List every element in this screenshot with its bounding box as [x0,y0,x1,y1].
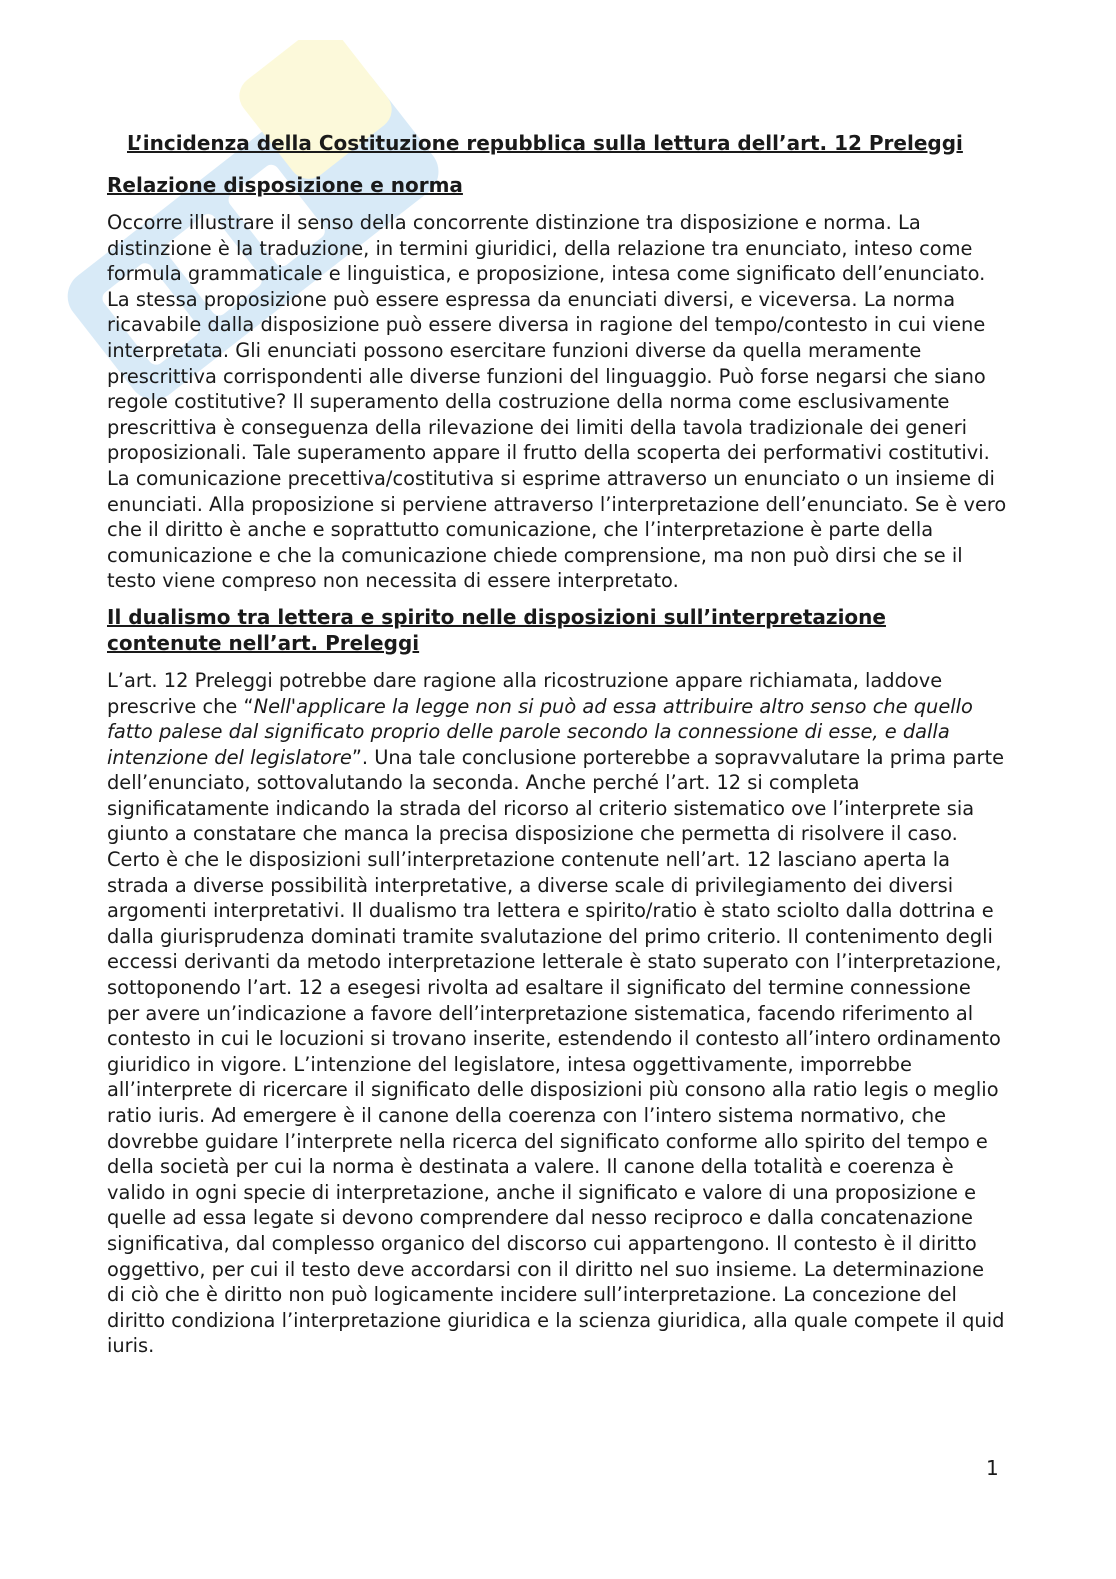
page-number: 1 [986,1456,999,1480]
section-paragraph-dualismo [107,668,1007,1359]
paragraph-rest-text: ”. Una tale conclusione porterebbe a sopravvalutare la prima parte dell’enunciato, sottovalutando la seconda. Anche perché l’art. 12 si completa significatamente indicando la strada del ricorso al criterio sistematico ove l’interprete sia giunto a constatare che manca la precisa disposizione che permetta di risolvere il caso. Certo è che le disposizioni sull’interpretazione contenute nell’art. 12 lasciano aperta la strada a diverse possibilità interpretative, a diverse scale di privilegiamento dei diversi argomenti interpretativi. Il dualismo tra lettera e spirito/ratio è stato sciolto dalla dottrina e dalla giurisprudenza dominati tramite svalutazione del primo criterio. Il contenimento degli eccessi derivanti da metodo interpretazione letterale è stato superato con l’interpretazione, sottoponendo l’art. 12 a esegesi rivolta ad esaltare il significato del termine connessione per avere un’indicazione a favore dell’interpretazione sistematica, facendo riferimento al contesto in cui le locuzioni si trovano inserite, estendendo il contesto all’intero ordinamento giuridico in vigore. L’intenzione del legislatore, intesa oggettivamente, imporrebbe all’interprete di ricercare il significato delle disposizioni più consono alla ratio legis o meglio ratio iuris. Ad emergere è il canone della coerenza con l’intero sistema normativo, che dovrebbe guidare l’interprete nella ricerca del significato conforme allo spirito del tempo e della società per cui la norma è destinata a valere. Il canone della totalità e coerenza è valido in ogni specie di interpretazione, anche il significato e valore di una proposizione e quelle ad essa legate si devono comprendere dal nesso reciproco e dalla concatenazione significativa, dal complesso organico del discorso cui appartengono. Il contesto è il diritto oggettivo, per cui il testo deve accordarsi con il diritto nel suo insieme. La determinazione di ciò che è diritto non può logicamente incidere sull’interpretazione. La concezione del diritto condiziona l’interpretazione giuridica e la scienza giuridica, alla quale compete il quid iuris. [107,745,1005,1358]
document-page [107,128,1007,1369]
art12-quote: Nell'applicare la legge non si può ad essa attribuire altro senso che quello fatto palese dal significato proprio delle parole secondo la connessione di esse, e dalla intenzione del legislatore [107,694,973,769]
paragraph-intro-text: L’art. 12 Preleggi potrebbe dare ragione alla ricostruzione appare richiamata, laddove prescrive che “ [107,668,943,718]
section-heading-relazione: Relazione disposizione e norma [107,173,463,197]
section-heading-dualismo: Il dualismo tra lettera e spirito nelle disposizioni sull’interpretazione contenute nell’art. Preleggi [107,604,886,655]
section-paragraph-relazione: Occorre illustrare il senso della concorrente distinzione tra disposizione e norma. La distinzione è la traduzione, in termini giuridici, della relazione tra enunciato, inteso come formula grammaticale e linguistica, e proposizione, intesa come significato dell’enunciato. La stessa proposizione può essere espressa da enunciati diversi, e viceversa. La norma ricavabile dalla disposizione può essere diversa in ragione del tempo/contesto in cui viene interpretata. Gli enunciati possono esercitare funzioni diverse da quella meramente prescrittiva corrispondenti alle diverse funzioni del linguaggio. Può forse negarsi che siano regole costitutive? Il superamento della costruzione della norma come esclusivamente prescrittiva è conseguenza della rilevazione dei limiti della tavola tradizionale dei generi proposizionali. Tale superamento appare il frutto della scoperta dei performativi costitutivi. La comunicazione precettiva/costitutiva si esprime attraverso un enunciato o un insieme di enunciati. Alla proposizione si perviene attraverso l’interpretazione dell’enunciato. Se è vero che il diritto è anche e soprattutto comunicazione, che l’interpretazione è parte della comunicazione e che la comunicazione chiede comprensione, ma non può dirsi che se il testo viene compreso non necessita di essere interpretato. [107,211,1007,593]
document-title: L’incidenza della Costituzione repubblica sulla lettura dell’art. 12 Preleggi [127,131,963,155]
